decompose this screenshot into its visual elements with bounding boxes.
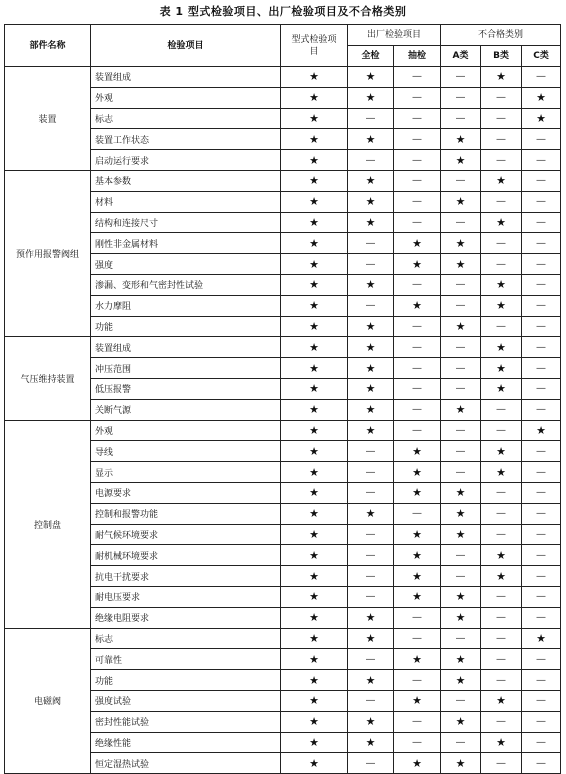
class-a-cell: ★	[441, 503, 481, 524]
class-b-cell: —	[481, 753, 522, 774]
sample-check-cell: ★	[394, 441, 441, 462]
class-b-cell: —	[481, 586, 522, 607]
sample-check-cell: —	[394, 129, 441, 150]
component-group-name: 控制盘	[5, 420, 91, 628]
sample-check-cell: —	[394, 711, 441, 732]
header-full-check: 全检	[348, 46, 394, 67]
full-check-cell: —	[348, 482, 394, 503]
full-check-cell: —	[348, 690, 394, 711]
class-c-cell: —	[522, 524, 561, 545]
class-a-cell: ★	[441, 649, 481, 670]
full-check-cell: ★	[348, 358, 394, 379]
table-row	[5, 420, 561, 441]
inspection-item: 水力摩阻	[91, 295, 281, 316]
class-b-cell: —	[481, 524, 522, 545]
class-c-cell: ★	[522, 87, 561, 108]
sample-check-cell: ★	[394, 254, 441, 275]
inspection-item: 绝缘电阻要求	[91, 607, 281, 628]
class-b-cell: —	[481, 150, 522, 171]
class-b-cell: ★	[481, 566, 522, 587]
type-test-cell: ★	[281, 670, 348, 691]
inspection-item: 耐机械环境要求	[91, 545, 281, 566]
class-a-cell: —	[441, 378, 481, 399]
class-c-cell: —	[522, 690, 561, 711]
class-c-cell: —	[522, 711, 561, 732]
inspection-item: 标志	[91, 108, 281, 129]
class-a-cell: ★	[441, 607, 481, 628]
class-b-cell: —	[481, 503, 522, 524]
type-test-cell: ★	[281, 524, 348, 545]
sample-check-cell: —	[394, 316, 441, 337]
class-a-cell: —	[441, 462, 481, 483]
full-check-cell: ★	[348, 670, 394, 691]
full-check-cell: ★	[348, 607, 394, 628]
type-test-cell: ★	[281, 607, 348, 628]
class-a-cell: —	[441, 358, 481, 379]
sample-check-cell: —	[394, 358, 441, 379]
header-class-b: B类	[481, 46, 522, 67]
class-b-cell: —	[481, 670, 522, 691]
sample-check-cell: ★	[394, 586, 441, 607]
header-class-a: A类	[441, 46, 481, 67]
sample-check-cell: ★	[394, 482, 441, 503]
sample-check-cell: —	[394, 337, 441, 358]
full-check-cell: ★	[348, 67, 394, 88]
inspection-item: 强度试验	[91, 690, 281, 711]
component-group-name: 电磁阀	[5, 628, 91, 774]
class-a-cell: —	[441, 295, 481, 316]
full-check-cell: —	[348, 441, 394, 462]
inspection-item: 外观	[91, 420, 281, 441]
class-a-cell: ★	[441, 129, 481, 150]
type-test-cell: ★	[281, 399, 348, 420]
class-a-cell: ★	[441, 254, 481, 275]
class-b-cell: ★	[481, 462, 522, 483]
full-check-cell: ★	[348, 129, 394, 150]
inspection-item: 冲压范围	[91, 358, 281, 379]
full-check-cell: ★	[348, 170, 394, 191]
inspection-item: 低压报警	[91, 378, 281, 399]
inspection-item: 电源要求	[91, 482, 281, 503]
sample-check-cell: —	[394, 503, 441, 524]
class-a-cell: —	[441, 87, 481, 108]
header-component: 部件名称	[5, 25, 91, 67]
type-test-cell: ★	[281, 690, 348, 711]
sample-check-cell: —	[394, 87, 441, 108]
class-b-cell: ★	[481, 732, 522, 753]
type-test-cell: ★	[281, 316, 348, 337]
inspection-item: 耐气候环境要求	[91, 524, 281, 545]
inspection-item: 耐电压要求	[91, 586, 281, 607]
full-check-cell: ★	[348, 274, 394, 295]
class-c-cell: —	[522, 732, 561, 753]
class-a-cell: —	[441, 441, 481, 462]
full-check-cell: —	[348, 753, 394, 774]
class-b-cell: —	[481, 628, 522, 649]
class-c-cell: —	[522, 482, 561, 503]
class-a-cell: ★	[441, 233, 481, 254]
sample-check-cell: —	[394, 732, 441, 753]
full-check-cell: —	[348, 524, 394, 545]
full-check-cell: ★	[348, 628, 394, 649]
class-a-cell: —	[441, 108, 481, 129]
class-b-cell: —	[481, 233, 522, 254]
class-b-cell: ★	[481, 545, 522, 566]
type-test-cell: ★	[281, 649, 348, 670]
class-c-cell: —	[522, 295, 561, 316]
full-check-cell: —	[348, 150, 394, 171]
inspection-item: 绝缘性能	[91, 732, 281, 753]
sample-check-cell: —	[394, 399, 441, 420]
inspection-item: 装置工作状态	[91, 129, 281, 150]
type-test-cell: ★	[281, 108, 348, 129]
class-c-cell: —	[522, 566, 561, 587]
table-body	[5, 67, 561, 774]
inspection-item: 密封性能试验	[91, 711, 281, 732]
class-b-cell: ★	[481, 337, 522, 358]
type-test-cell: ★	[281, 462, 348, 483]
type-test-cell: ★	[281, 378, 348, 399]
class-b-cell: —	[481, 254, 522, 275]
header-nonconformity: 不合格类别	[441, 25, 561, 46]
inspection-item: 恒定湿热试验	[91, 753, 281, 774]
full-check-cell: ★	[348, 399, 394, 420]
class-a-cell: —	[441, 566, 481, 587]
class-a-cell: —	[441, 420, 481, 441]
class-c-cell: —	[522, 212, 561, 233]
class-b-cell: —	[481, 399, 522, 420]
inspection-item: 关断气源	[91, 399, 281, 420]
full-check-cell: ★	[348, 732, 394, 753]
class-b-cell: —	[481, 87, 522, 108]
sample-check-cell: —	[394, 670, 441, 691]
type-test-cell: ★	[281, 586, 348, 607]
class-c-cell: —	[522, 586, 561, 607]
type-test-cell: ★	[281, 566, 348, 587]
table-row	[5, 67, 561, 88]
class-a-cell: —	[441, 628, 481, 649]
sample-check-cell: —	[394, 108, 441, 129]
full-check-cell: ★	[348, 711, 394, 732]
type-test-cell: ★	[281, 337, 348, 358]
class-b-cell: ★	[481, 690, 522, 711]
type-test-cell: ★	[281, 358, 348, 379]
full-check-cell: —	[348, 649, 394, 670]
inspection-item: 结构和连接尺寸	[91, 212, 281, 233]
sample-check-cell: —	[394, 378, 441, 399]
table-row	[5, 337, 561, 358]
header-factory-test: 出厂检验项目	[348, 25, 441, 46]
header-class-c: C类	[522, 46, 561, 67]
inspection-item: 基本参数	[91, 170, 281, 191]
class-c-cell: —	[522, 150, 561, 171]
class-b-cell: ★	[481, 212, 522, 233]
class-a-cell: ★	[441, 586, 481, 607]
type-test-cell: ★	[281, 274, 348, 295]
type-test-cell: ★	[281, 441, 348, 462]
class-b-cell: —	[481, 420, 522, 441]
class-a-cell: —	[441, 67, 481, 88]
full-check-cell: ★	[348, 212, 394, 233]
inspection-item: 强度	[91, 254, 281, 275]
class-b-cell: ★	[481, 274, 522, 295]
class-b-cell: ★	[481, 358, 522, 379]
class-a-cell: ★	[441, 150, 481, 171]
class-c-cell: —	[522, 316, 561, 337]
class-c-cell: —	[522, 753, 561, 774]
type-test-cell: ★	[281, 87, 348, 108]
full-check-cell: ★	[348, 87, 394, 108]
class-c-cell: —	[522, 191, 561, 212]
class-b-cell: —	[481, 482, 522, 503]
sample-check-cell: ★	[394, 690, 441, 711]
class-a-cell: —	[441, 545, 481, 566]
class-a-cell: ★	[441, 482, 481, 503]
class-b-cell: —	[481, 108, 522, 129]
class-a-cell: —	[441, 170, 481, 191]
class-c-cell: —	[522, 254, 561, 275]
inspection-item: 显示	[91, 462, 281, 483]
sample-check-cell: —	[394, 420, 441, 441]
full-check-cell: ★	[348, 191, 394, 212]
class-c-cell: —	[522, 607, 561, 628]
type-test-cell: ★	[281, 732, 348, 753]
sample-check-cell: —	[394, 274, 441, 295]
inspection-item: 启动运行要求	[91, 150, 281, 171]
class-a-cell: ★	[441, 524, 481, 545]
class-a-cell: —	[441, 337, 481, 358]
sample-check-cell: —	[394, 628, 441, 649]
class-c-cell: —	[522, 649, 561, 670]
inspection-item: 外观	[91, 87, 281, 108]
inspection-item: 装置组成	[91, 67, 281, 88]
class-a-cell: ★	[441, 316, 481, 337]
table-row	[5, 628, 561, 649]
type-test-cell: ★	[281, 420, 348, 441]
inspection-item: 渗漏、变形和气密封性试验	[91, 274, 281, 295]
class-b-cell: —	[481, 316, 522, 337]
sample-check-cell: ★	[394, 566, 441, 587]
sample-check-cell: ★	[394, 524, 441, 545]
inspection-item: 可靠性	[91, 649, 281, 670]
class-c-cell: ★	[522, 420, 561, 441]
class-a-cell: ★	[441, 191, 481, 212]
full-check-cell: —	[348, 462, 394, 483]
type-test-cell: ★	[281, 212, 348, 233]
inspection-item: 装置组成	[91, 337, 281, 358]
full-check-cell: —	[348, 254, 394, 275]
class-a-cell: ★	[441, 753, 481, 774]
header-item: 检验项目	[91, 25, 281, 67]
component-group-name: 装置	[5, 67, 91, 171]
type-test-cell: ★	[281, 711, 348, 732]
component-group-name: 气压维持装置	[5, 337, 91, 420]
class-b-cell: ★	[481, 67, 522, 88]
type-test-cell: ★	[281, 295, 348, 316]
inspection-item: 抗电干扰要求	[91, 566, 281, 587]
sample-check-cell: ★	[394, 462, 441, 483]
sample-check-cell: ★	[394, 753, 441, 774]
class-b-cell: —	[481, 191, 522, 212]
class-a-cell: —	[441, 732, 481, 753]
full-check-cell: ★	[348, 337, 394, 358]
sample-check-cell: —	[394, 150, 441, 171]
type-test-cell: ★	[281, 191, 348, 212]
class-c-cell: —	[522, 129, 561, 150]
sample-check-cell: —	[394, 170, 441, 191]
type-test-cell: ★	[281, 545, 348, 566]
class-a-cell: ★	[441, 399, 481, 420]
type-test-cell: ★	[281, 150, 348, 171]
full-check-cell: ★	[348, 420, 394, 441]
class-a-cell: —	[441, 274, 481, 295]
header-type-test: 型式检验项目	[281, 25, 348, 67]
class-b-cell: —	[481, 711, 522, 732]
class-c-cell: —	[522, 358, 561, 379]
class-b-cell: ★	[481, 170, 522, 191]
type-test-cell: ★	[281, 129, 348, 150]
full-check-cell: ★	[348, 316, 394, 337]
class-c-cell: —	[522, 399, 561, 420]
class-c-cell: —	[522, 670, 561, 691]
inspection-item: 控制和报警功能	[91, 503, 281, 524]
class-b-cell: —	[481, 129, 522, 150]
inspection-table	[4, 24, 561, 774]
class-c-cell: —	[522, 233, 561, 254]
inspection-item: 功能	[91, 670, 281, 691]
class-a-cell: ★	[441, 711, 481, 732]
sample-check-cell: ★	[394, 233, 441, 254]
class-c-cell: ★	[522, 628, 561, 649]
class-b-cell: ★	[481, 441, 522, 462]
type-test-cell: ★	[281, 254, 348, 275]
type-test-cell: ★	[281, 482, 348, 503]
inspection-item: 材料	[91, 191, 281, 212]
type-test-cell: ★	[281, 628, 348, 649]
class-c-cell: ★	[522, 108, 561, 129]
class-c-cell: —	[522, 503, 561, 524]
inspection-item: 导线	[91, 441, 281, 462]
table-row	[5, 170, 561, 191]
inspection-item: 功能	[91, 316, 281, 337]
full-check-cell: —	[348, 233, 394, 254]
class-a-cell: ★	[441, 670, 481, 691]
sample-check-cell: —	[394, 212, 441, 233]
full-check-cell: —	[348, 545, 394, 566]
sample-check-cell: ★	[394, 545, 441, 566]
class-c-cell: —	[522, 67, 561, 88]
header-sample-check: 抽检	[394, 46, 441, 67]
inspection-item: 标志	[91, 628, 281, 649]
type-test-cell: ★	[281, 67, 348, 88]
component-group-name: 预作用报警阀组	[5, 170, 91, 336]
class-c-cell: —	[522, 441, 561, 462]
type-test-cell: ★	[281, 170, 348, 191]
class-b-cell: —	[481, 607, 522, 628]
sample-check-cell: ★	[394, 649, 441, 670]
sample-check-cell: —	[394, 191, 441, 212]
class-c-cell: —	[522, 462, 561, 483]
full-check-cell: —	[348, 295, 394, 316]
sample-check-cell: —	[394, 67, 441, 88]
class-a-cell: —	[441, 690, 481, 711]
class-c-cell: —	[522, 274, 561, 295]
sample-check-cell: ★	[394, 295, 441, 316]
type-test-cell: ★	[281, 233, 348, 254]
full-check-cell: ★	[348, 378, 394, 399]
full-check-cell: —	[348, 566, 394, 587]
class-c-cell: —	[522, 378, 561, 399]
type-test-cell: ★	[281, 753, 348, 774]
class-b-cell: —	[481, 649, 522, 670]
class-b-cell: ★	[481, 378, 522, 399]
table-caption: 表 1 型式检验项目、出厂检验项目及不合格类别	[159, 5, 407, 18]
full-check-cell: ★	[348, 503, 394, 524]
sample-check-cell: —	[394, 607, 441, 628]
full-check-cell: —	[348, 586, 394, 607]
full-check-cell: —	[348, 108, 394, 129]
inspection-item: 刚性非金属材料	[91, 233, 281, 254]
class-b-cell: ★	[481, 295, 522, 316]
class-c-cell: —	[522, 545, 561, 566]
type-test-cell: ★	[281, 503, 348, 524]
class-c-cell: —	[522, 337, 561, 358]
class-c-cell: —	[522, 170, 561, 191]
class-a-cell: —	[441, 212, 481, 233]
